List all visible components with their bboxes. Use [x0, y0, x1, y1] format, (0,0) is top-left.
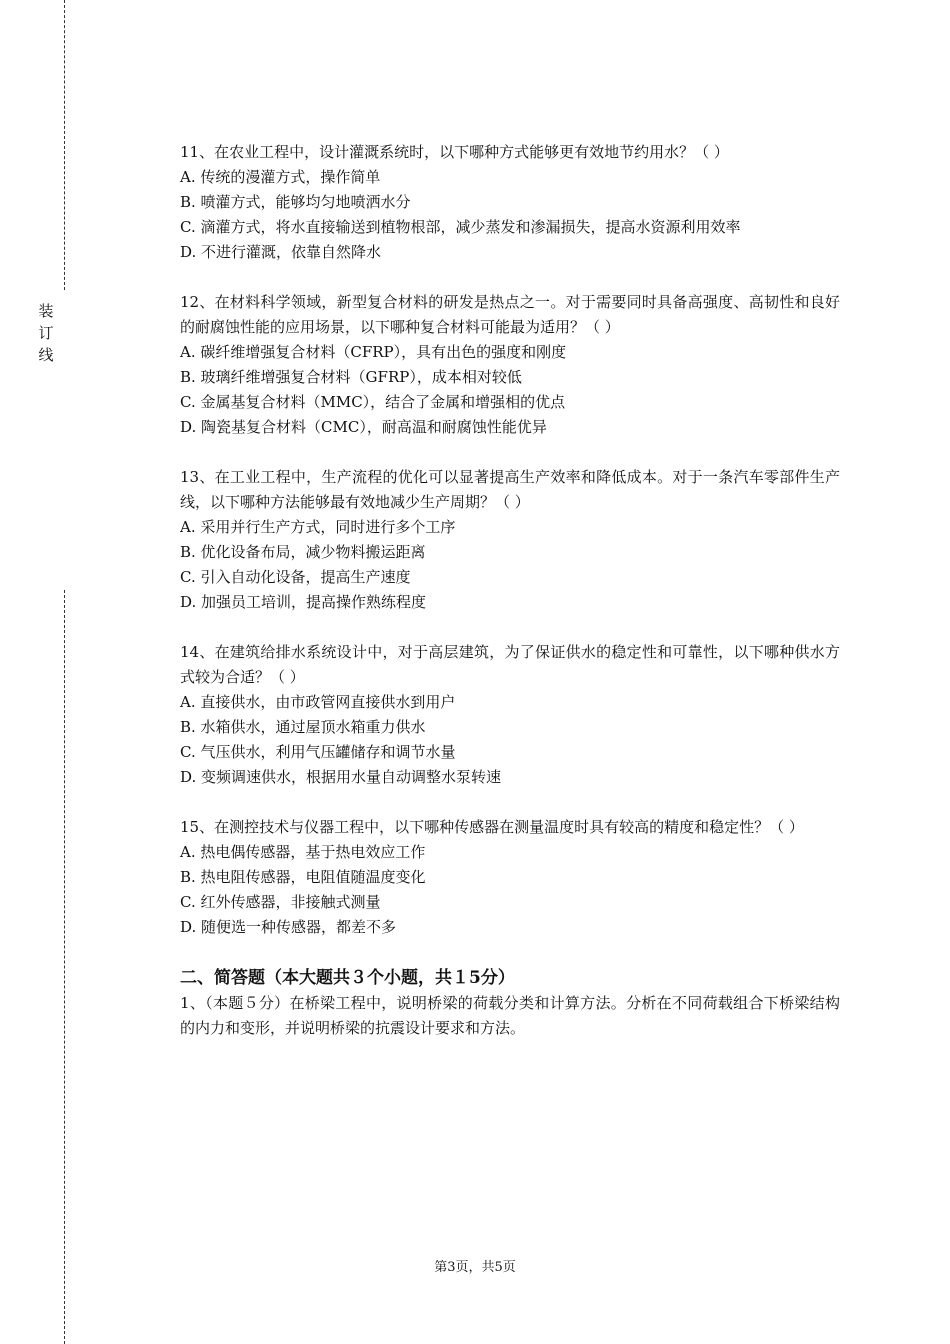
question-15 — [180, 815, 840, 940]
option-b: B. 玻璃纤维增强复合材料（GFRP），成本相对较低 — [180, 368, 522, 386]
question-stem: 15、在测控技术与仪器工程中，以下哪种传感器在测量温度时具有较高的精度和稳定性？（ ） — [180, 818, 804, 836]
page-number: 第3页，共5页 — [434, 1260, 516, 1275]
option-b: B. 优化设备布局，减少物料搬运距离 — [180, 543, 426, 561]
binding-char: 装 — [38, 302, 54, 320]
option-c: C. 滴灌方式，将水直接输送到植物根部，减少蒸发和渗漏损失，提高水资源利用效率 — [180, 218, 741, 236]
question-stem: 14、在建筑给排水系统设计中，对于高层建筑，为了保证供水的稳定性和可靠性，以下哪种供水方式较为合适？（ ） — [180, 643, 840, 686]
option-c: C. 气压供水，利用气压罐储存和调节水量 — [180, 743, 456, 761]
option-a: A. 碳纤维增强复合材料（CFRP），具有出色的强度和刚度 — [180, 343, 567, 361]
question-11 — [180, 140, 840, 265]
option-a: A. 传统的漫灌方式，操作简单 — [180, 168, 381, 186]
exam-content — [180, 140, 840, 1041]
question-stem: 13、在工业工程中，生产流程的优化可以显著提高生产效率和降低成本。对于一条汽车零部件生产线，以下哪种方法能够最有效地减少生产周期？（ ） — [180, 468, 840, 511]
option-b: B. 热电阻传感器，电阻值随温度变化 — [180, 868, 426, 886]
binding-char: 线 — [38, 346, 54, 364]
short-answer-item: 1、（本题５分）在桥梁工程中，说明桥梁的荷载分类和计算方法。分析在不同荷载组合下桥梁结构的内力和变形，并说明桥梁的抗震设计要求和方法。 — [180, 994, 840, 1037]
option-c: C. 金属基复合材料（MMC），结合了金属和增强相的优点 — [180, 393, 566, 411]
binding-line-bottom — [64, 590, 65, 1344]
option-d: D. 随便选一种传感器，都差不多 — [180, 918, 397, 936]
option-d: D. 变频调速供水，根据用水量自动调整水泵转速 — [180, 768, 502, 786]
question-stem: 12、在材料科学领域，新型复合材料的研发是热点之一。对于需要同时具备高强度、高韧性和良好的耐腐蚀性能的应用场景，以下哪种复合材料可能最为适用？（ ） — [180, 293, 840, 336]
binding-line-top — [64, 0, 65, 290]
option-a: A. 热电偶传感器，基于热电效应工作 — [180, 843, 426, 861]
question-14 — [180, 640, 840, 790]
option-b: B. 水箱供水，通过屋顶水箱重力供水 — [180, 718, 426, 736]
question-12 — [180, 290, 840, 440]
option-c: C. 红外传感器，非接触式测量 — [180, 893, 381, 911]
binding-char: 订 — [38, 324, 54, 342]
question-stem: 11、在农业工程中，设计灌溉系统时，以下哪种方式能够更有效地节约用水？（ ） — [180, 143, 729, 161]
section-title: 二、简答题（本大题共３个小题，共１5分） — [180, 968, 515, 988]
option-c: C. 引入自动化设备，提高生产速度 — [180, 568, 411, 586]
short-answer-section — [180, 965, 840, 1041]
option-d: D. 陶瓷基复合材料（CMC），耐高温和耐腐蚀性能优异 — [180, 418, 547, 436]
option-d: D. 加强员工培训，提高操作熟练程度 — [180, 593, 427, 611]
option-d: D. 不进行灌溉，依靠自然降水 — [180, 243, 382, 261]
option-a: A. 直接供水，由市政管网直接供水到用户 — [180, 693, 456, 711]
question-13 — [180, 465, 840, 615]
option-a: A. 采用并行生产方式，同时进行多个工序 — [180, 518, 456, 536]
binding-label — [36, 300, 56, 366]
option-b: B. 喷灌方式，能够均匀地喷洒水分 — [180, 193, 411, 211]
